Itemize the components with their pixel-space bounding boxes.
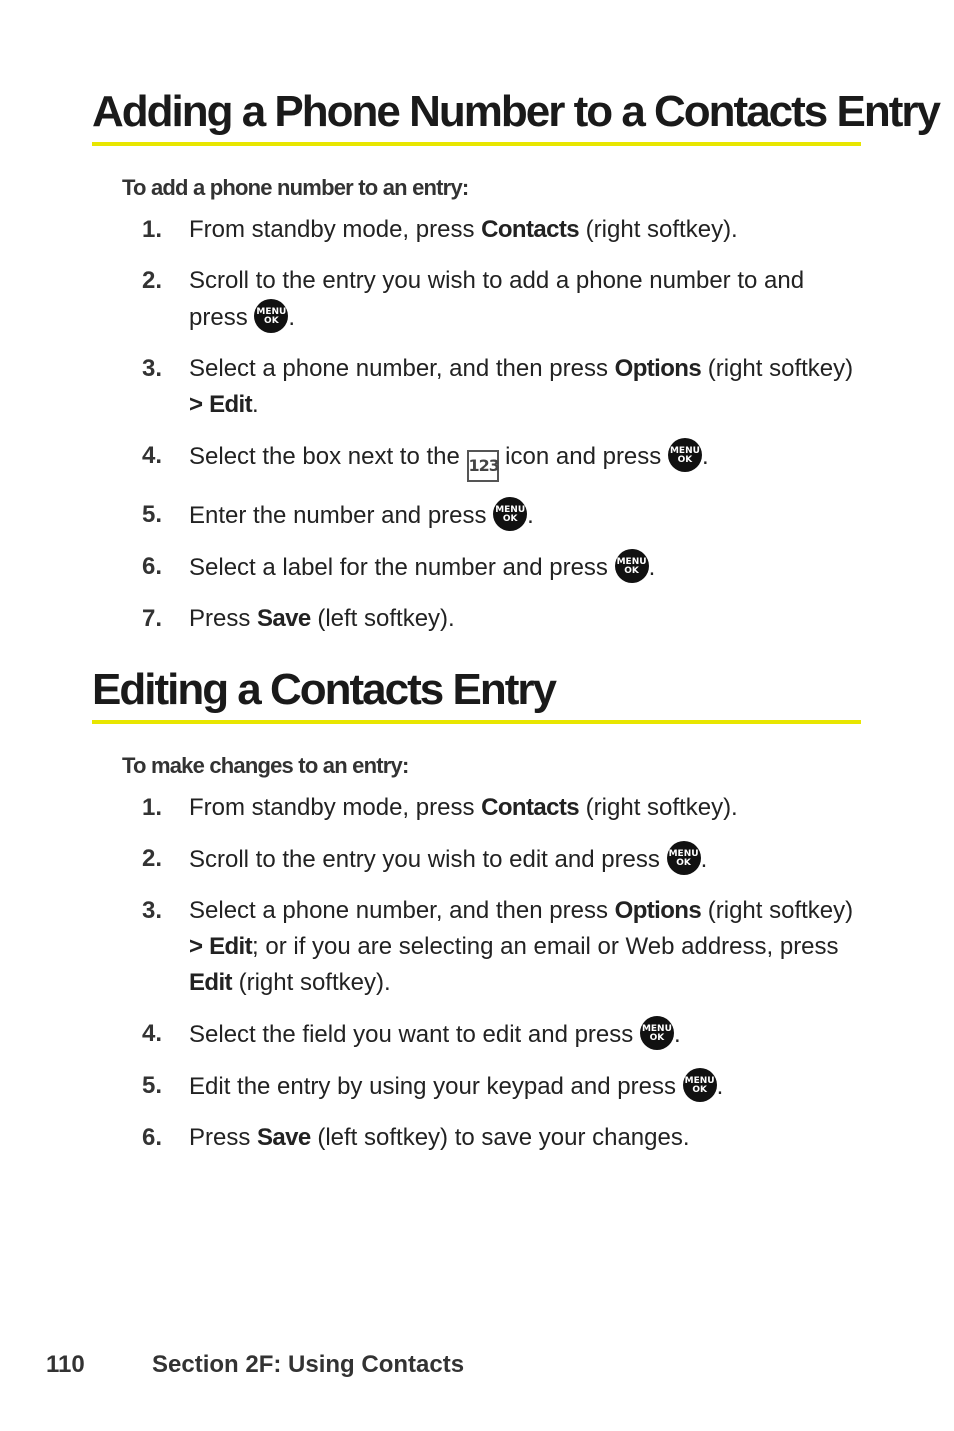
list-item: 3. Select a phone number, and then press Options (right softkey) > Edit; or if you are selecting an email or Web address, press Edit (right softkey). [92,893,861,1001]
list-item: 5. Enter the number and press MENU OK . [92,497,861,534]
menu-option-label: Edit [209,391,253,418]
step-number: 1. [142,216,163,243]
softkey-label: Options [614,355,702,382]
list-item: 7. Press Save (left softkey). [92,601,861,637]
step-number: 2. [142,267,163,294]
softkey-label: Edit [189,969,232,996]
step-number: 4. [142,1020,163,1047]
number-type-icon: 123 [467,450,499,482]
softkey-label: Options [614,897,702,924]
list-item: 2. Scroll to the entry you wish to add a phone number to and press MENU OK . [92,263,861,336]
list-item: 2. Scroll to the entry you wish to edit and press MENU OK . [92,841,861,878]
step-number: 5. [142,501,163,528]
menu-ok-key-icon: MENU OK [683,1068,717,1102]
step-number: 6. [142,1124,163,1151]
softkey-label: Save [257,605,311,632]
step-number: 7. [142,605,163,632]
section-label: Section 2F: Using Contacts [152,1351,465,1378]
step-number: 3. [142,897,163,924]
menu-arrow-icon: > [189,391,203,418]
step-number: 3. [142,355,163,382]
page-number: 110 [46,1351,85,1378]
menu-arrow-icon: > [189,933,203,960]
section-editing-entry [92,664,861,1171]
step-number: 2. [142,845,163,872]
list-item: 1. From standby mode, press Contacts (right softkey). [92,790,861,826]
menu-ok-key-icon: MENU OK [254,299,288,333]
list-item: 4. Select the field you want to edit and press MENU OK . [92,1016,861,1053]
list-item: 3. Select a phone number, and then press Options (right softkey) > Edit. [92,351,861,423]
section-title: Adding a Phone Number to a Contacts Entry [92,87,939,136]
list-item: 4. Select the box next to the 123 icon and press MENU OK . [92,438,861,482]
list-item: 6. Press Save (left softkey) to save your changes. [92,1120,861,1156]
steps-list [92,790,861,1156]
softkey-label: Save [257,1124,311,1151]
menu-ok-key-icon: MENU OK [668,438,702,472]
steps-list [92,212,861,637]
softkey-label: Contacts [481,794,580,821]
step-number: 6. [142,553,163,580]
menu-ok-key-icon: MENU OK [493,497,527,531]
procedure-intro: To add a phone number to an entry: [122,175,469,200]
step-number: 1. [142,794,163,821]
menu-ok-key-icon: MENU OK [640,1016,674,1050]
title-underline [92,720,861,724]
menu-option-label: Edit [209,933,253,960]
list-item: 5. Edit the entry by using your keypad and press MENU OK . [92,1068,861,1105]
section-title: Editing a Contacts Entry [92,665,555,714]
step-number: 5. [142,1072,163,1099]
menu-ok-key-icon: MENU OK [615,549,649,583]
step-number: 4. [142,442,163,469]
menu-ok-key-icon: MENU OK [667,841,701,875]
section-adding-phone-number [92,86,939,652]
softkey-label: Contacts [481,216,580,243]
title-underline [92,142,861,146]
page-footer [46,1351,464,1379]
list-item: 6. Select a label for the number and press MENU OK . [92,549,861,586]
procedure-intro: To make changes to an entry: [122,753,409,778]
list-item: 1. From standby mode, press Contacts (right softkey). [92,212,861,248]
